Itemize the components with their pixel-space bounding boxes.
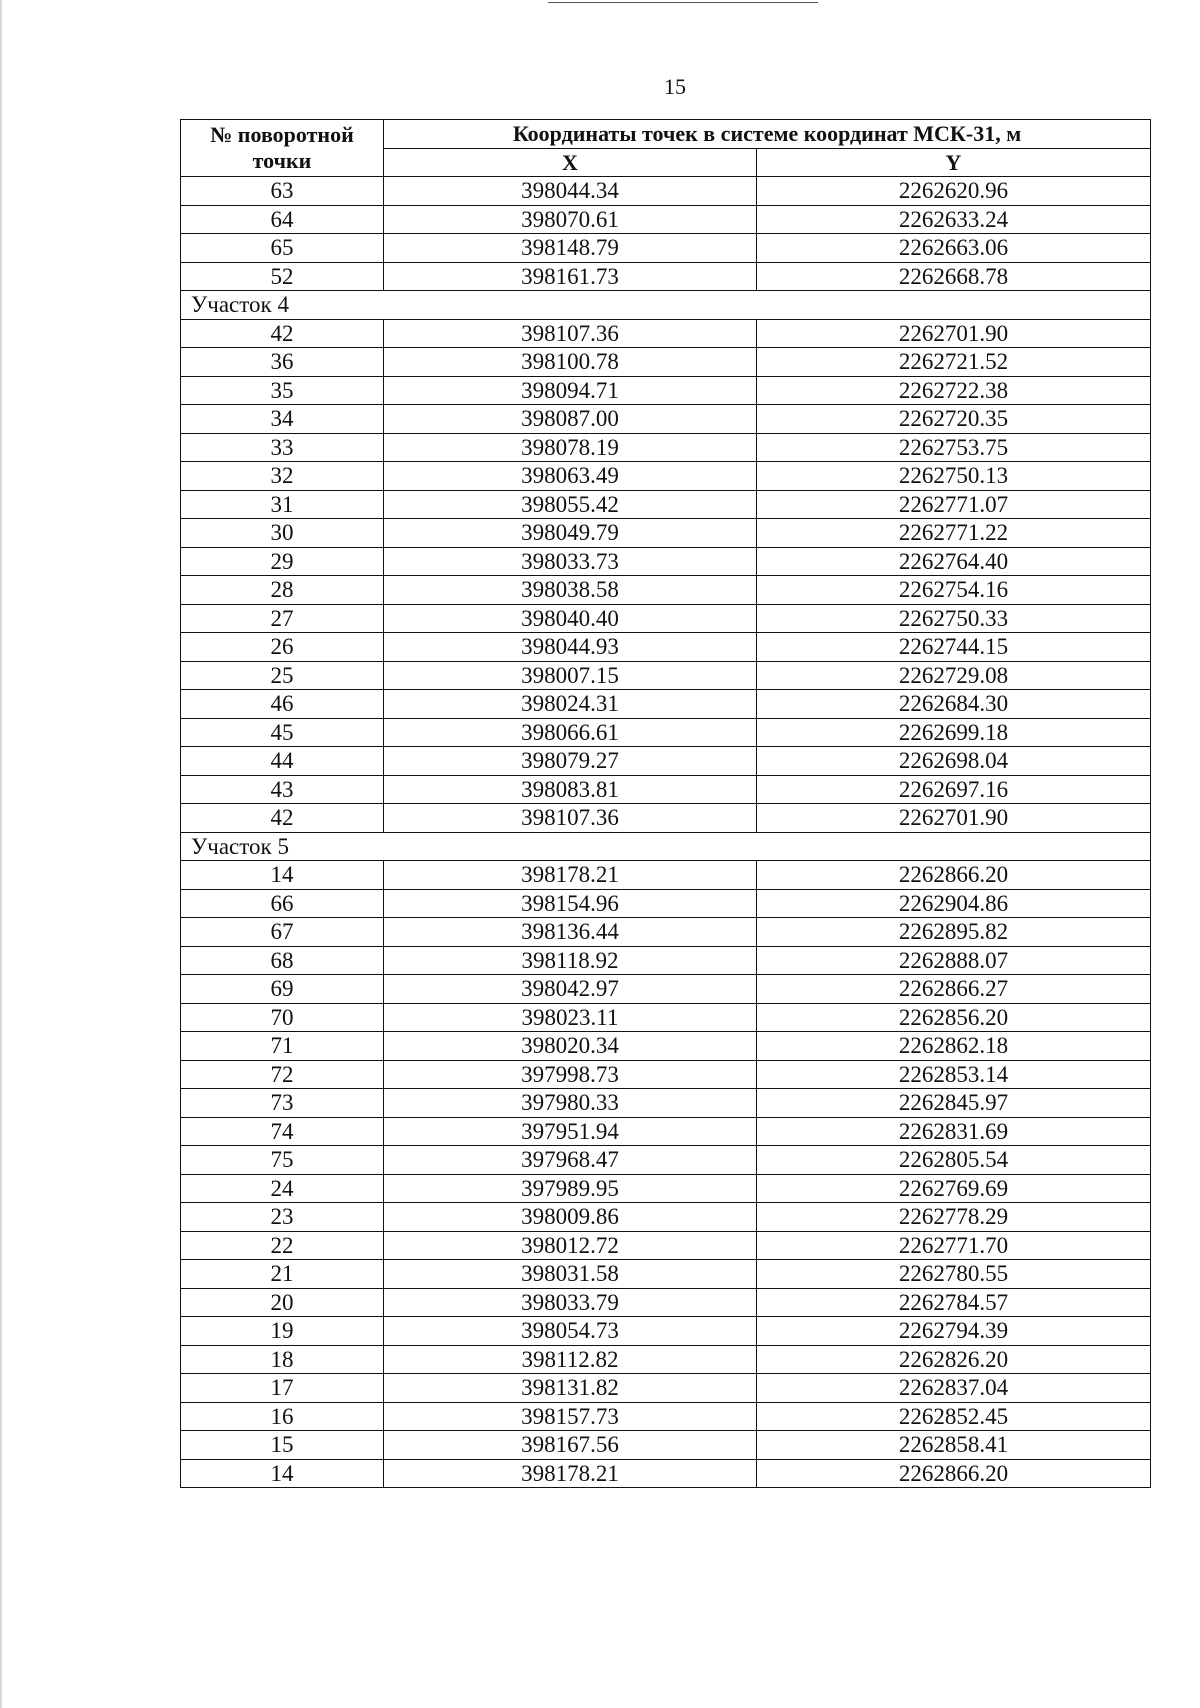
x-coordinate-cell: 398024.31: [384, 690, 757, 719]
table-row: [181, 262, 1151, 291]
point-number-cell: 21: [181, 1260, 384, 1289]
x-coordinate-cell: 398083.81: [384, 775, 757, 804]
y-coordinate-cell: 2262831.69: [757, 1117, 1151, 1146]
y-coordinate-cell: 2262780.55: [757, 1260, 1151, 1289]
point-number-cell: 42: [181, 804, 384, 833]
table-row: [181, 918, 1151, 947]
table-row: [181, 861, 1151, 890]
y-coordinate-cell: 2262866.20: [757, 861, 1151, 890]
table-row: [181, 1288, 1151, 1317]
table-body: [181, 177, 1151, 1488]
x-coordinate-cell: 398167.56: [384, 1431, 757, 1460]
x-coordinate-cell: 397998.73: [384, 1060, 757, 1089]
y-coordinate-cell: 2262784.57: [757, 1288, 1151, 1317]
point-number-cell: 24: [181, 1174, 384, 1203]
point-number-cell: 43: [181, 775, 384, 804]
coordinates-table: [180, 119, 1151, 1488]
table-row: [181, 348, 1151, 377]
point-number-cell: 33: [181, 433, 384, 462]
point-number-cell: 69: [181, 975, 384, 1004]
table-row: [181, 1174, 1151, 1203]
table-row: [181, 1089, 1151, 1118]
x-coordinate-cell: 398078.19: [384, 433, 757, 462]
point-number-cell: 44: [181, 747, 384, 776]
table-row: [181, 747, 1151, 776]
y-coordinate-cell: 2262722.38: [757, 376, 1151, 405]
header-point-number: № поворотной точки: [181, 120, 384, 177]
table-row: [181, 376, 1151, 405]
y-coordinate-cell: 2262778.29: [757, 1203, 1151, 1232]
x-coordinate-cell: 397968.47: [384, 1146, 757, 1175]
table-row: [181, 462, 1151, 491]
y-coordinate-cell: 2262697.16: [757, 775, 1151, 804]
table-row: [181, 1231, 1151, 1260]
y-coordinate-cell: 2262866.27: [757, 975, 1151, 1004]
x-coordinate-cell: 397989.95: [384, 1174, 757, 1203]
y-coordinate-cell: 2262852.45: [757, 1402, 1151, 1431]
y-coordinate-cell: 2262701.90: [757, 804, 1151, 833]
y-coordinate-cell: 2262663.06: [757, 234, 1151, 263]
table-row: [181, 633, 1151, 662]
page-number: 15: [664, 74, 686, 99]
y-coordinate-cell: 2262750.33: [757, 604, 1151, 633]
x-coordinate-cell: 398038.58: [384, 576, 757, 605]
y-coordinate-cell: 2262764.40: [757, 547, 1151, 576]
x-coordinate-cell: 398136.44: [384, 918, 757, 947]
table-row: [181, 775, 1151, 804]
x-coordinate-cell: 397951.94: [384, 1117, 757, 1146]
y-coordinate-cell: 2262853.14: [757, 1060, 1151, 1089]
header-row-1: [181, 120, 1151, 149]
table-row: [181, 319, 1151, 348]
point-number-cell: 30: [181, 519, 384, 548]
table-row: [181, 205, 1151, 234]
table-row: [181, 1260, 1151, 1289]
y-coordinate-cell: 2262699.18: [757, 718, 1151, 747]
x-coordinate-cell: 398107.36: [384, 804, 757, 833]
x-coordinate-cell: 398063.49: [384, 462, 757, 491]
y-coordinate-cell: 2262729.08: [757, 661, 1151, 690]
y-coordinate-cell: 2262888.07: [757, 946, 1151, 975]
y-coordinate-cell: 2262753.75: [757, 433, 1151, 462]
point-number-cell: 20: [181, 1288, 384, 1317]
section-label: Участок 4: [181, 291, 1151, 320]
y-coordinate-cell: 2262769.69: [757, 1174, 1151, 1203]
y-coordinate-cell: 2262904.86: [757, 889, 1151, 918]
point-number-cell: 19: [181, 1317, 384, 1346]
y-coordinate-cell: 2262698.04: [757, 747, 1151, 776]
table-row: [181, 804, 1151, 833]
y-coordinate-cell: 2262668.78: [757, 262, 1151, 291]
x-coordinate-cell: 398020.34: [384, 1032, 757, 1061]
table-row: [181, 1117, 1151, 1146]
point-number-cell: 63: [181, 177, 384, 206]
point-number-cell: 65: [181, 234, 384, 263]
table-row: [181, 1203, 1151, 1232]
table-header: [181, 120, 1151, 177]
table-row: [181, 889, 1151, 918]
table-row: [181, 690, 1151, 719]
table-row: [181, 1032, 1151, 1061]
point-number-cell: 74: [181, 1117, 384, 1146]
x-coordinate-cell: 397980.33: [384, 1089, 757, 1118]
point-number-cell: 25: [181, 661, 384, 690]
point-number-cell: 73: [181, 1089, 384, 1118]
x-coordinate-cell: 398054.73: [384, 1317, 757, 1346]
point-number-cell: 28: [181, 576, 384, 605]
y-coordinate-cell: 2262837.04: [757, 1374, 1151, 1403]
y-coordinate-cell: 2262750.13: [757, 462, 1151, 491]
y-coordinate-cell: 2262866.20: [757, 1459, 1151, 1488]
point-number-cell: 52: [181, 262, 384, 291]
top-rule: [548, 2, 818, 3]
point-number-cell: 42: [181, 319, 384, 348]
x-coordinate-cell: 398094.71: [384, 376, 757, 405]
table-row: [181, 1459, 1151, 1488]
x-coordinate-cell: 398161.73: [384, 262, 757, 291]
point-number-cell: 16: [181, 1402, 384, 1431]
x-coordinate-cell: 398042.97: [384, 975, 757, 1004]
point-number-cell: 15: [181, 1431, 384, 1460]
y-coordinate-cell: 2262721.52: [757, 348, 1151, 377]
section-row: [181, 832, 1151, 861]
y-coordinate-cell: 2262701.90: [757, 319, 1151, 348]
point-number-cell: 70: [181, 1003, 384, 1032]
table-row: [181, 946, 1151, 975]
table-row: [181, 576, 1151, 605]
table-row: [181, 1003, 1151, 1032]
table-row: [181, 490, 1151, 519]
table-row: [181, 547, 1151, 576]
x-coordinate-cell: 398107.36: [384, 319, 757, 348]
table-row: [181, 1317, 1151, 1346]
x-coordinate-cell: 398148.79: [384, 234, 757, 263]
point-number-cell: 46: [181, 690, 384, 719]
x-coordinate-cell: 398070.61: [384, 205, 757, 234]
table-row: [181, 661, 1151, 690]
point-number-cell: 71: [181, 1032, 384, 1061]
y-coordinate-cell: 2262720.35: [757, 405, 1151, 434]
x-coordinate-cell: 398079.27: [384, 747, 757, 776]
table-row: [181, 177, 1151, 206]
x-coordinate-cell: 398066.61: [384, 718, 757, 747]
point-number-cell: 36: [181, 348, 384, 377]
y-coordinate-cell: 2262744.15: [757, 633, 1151, 662]
y-coordinate-cell: 2262826.20: [757, 1345, 1151, 1374]
point-number-cell: 34: [181, 405, 384, 434]
table-row: [181, 1345, 1151, 1374]
y-coordinate-cell: 2262771.70: [757, 1231, 1151, 1260]
x-coordinate-cell: 398009.86: [384, 1203, 757, 1232]
y-coordinate-cell: 2262862.18: [757, 1032, 1151, 1061]
y-coordinate-cell: 2262633.24: [757, 205, 1151, 234]
table-row: [181, 234, 1151, 263]
point-number-cell: 26: [181, 633, 384, 662]
x-coordinate-cell: 398154.96: [384, 889, 757, 918]
y-coordinate-cell: 2262771.22: [757, 519, 1151, 548]
scan-edge-shadow: [0, 0, 2, 1708]
y-coordinate-cell: 2262754.16: [757, 576, 1151, 605]
x-coordinate-cell: 398031.58: [384, 1260, 757, 1289]
point-number-cell: 29: [181, 547, 384, 576]
point-number-cell: 75: [181, 1146, 384, 1175]
x-coordinate-cell: 398040.40: [384, 604, 757, 633]
x-coordinate-cell: 398044.93: [384, 633, 757, 662]
header-x: X: [384, 148, 757, 177]
y-coordinate-cell: 2262845.97: [757, 1089, 1151, 1118]
table-row: [181, 1431, 1151, 1460]
table-row: [181, 1060, 1151, 1089]
section-label: Участок 5: [181, 832, 1151, 861]
point-number-cell: 45: [181, 718, 384, 747]
y-coordinate-cell: 2262856.20: [757, 1003, 1151, 1032]
point-number-cell: 72: [181, 1060, 384, 1089]
table-row: [181, 433, 1151, 462]
x-coordinate-cell: 398087.00: [384, 405, 757, 434]
section-row: [181, 291, 1151, 320]
header-y: Y: [757, 148, 1151, 177]
point-number-cell: 68: [181, 946, 384, 975]
point-number-cell: 18: [181, 1345, 384, 1374]
x-coordinate-cell: 398033.79: [384, 1288, 757, 1317]
x-coordinate-cell: 398178.21: [384, 1459, 757, 1488]
point-number-cell: 64: [181, 205, 384, 234]
x-coordinate-cell: 398100.78: [384, 348, 757, 377]
table-row: [181, 1146, 1151, 1175]
point-number-cell: 67: [181, 918, 384, 947]
point-number-cell: 32: [181, 462, 384, 491]
point-number-cell: 27: [181, 604, 384, 633]
table-row: [181, 405, 1151, 434]
x-coordinate-cell: 398007.15: [384, 661, 757, 690]
point-number-cell: 66: [181, 889, 384, 918]
point-number-cell: 14: [181, 861, 384, 890]
y-coordinate-cell: 2262805.54: [757, 1146, 1151, 1175]
table-row: [181, 1402, 1151, 1431]
x-coordinate-cell: 398157.73: [384, 1402, 757, 1431]
point-number-cell: 17: [181, 1374, 384, 1403]
x-coordinate-cell: 398023.11: [384, 1003, 757, 1032]
point-number-cell: 22: [181, 1231, 384, 1260]
x-coordinate-cell: 398178.21: [384, 861, 757, 890]
x-coordinate-cell: 398012.72: [384, 1231, 757, 1260]
point-number-cell: 14: [181, 1459, 384, 1488]
x-coordinate-cell: 398049.79: [384, 519, 757, 548]
x-coordinate-cell: 398055.42: [384, 490, 757, 519]
y-coordinate-cell: 2262684.30: [757, 690, 1151, 719]
x-coordinate-cell: 398044.34: [384, 177, 757, 206]
y-coordinate-cell: 2262771.07: [757, 490, 1151, 519]
x-coordinate-cell: 398112.82: [384, 1345, 757, 1374]
y-coordinate-cell: 2262794.39: [757, 1317, 1151, 1346]
x-coordinate-cell: 398033.73: [384, 547, 757, 576]
x-coordinate-cell: 398131.82: [384, 1374, 757, 1403]
point-number-cell: 31: [181, 490, 384, 519]
table-row: [181, 519, 1151, 548]
table-row: [181, 604, 1151, 633]
table-row: [181, 718, 1151, 747]
point-number-cell: 23: [181, 1203, 384, 1232]
y-coordinate-cell: 2262858.41: [757, 1431, 1151, 1460]
table-row: [181, 1374, 1151, 1403]
header-coordinates-title: Координаты точек в системе координат МСК-31, м: [384, 120, 1151, 149]
point-number-cell: 35: [181, 376, 384, 405]
x-coordinate-cell: 398118.92: [384, 946, 757, 975]
y-coordinate-cell: 2262620.96: [757, 177, 1151, 206]
table-row: [181, 975, 1151, 1004]
y-coordinate-cell: 2262895.82: [757, 918, 1151, 947]
